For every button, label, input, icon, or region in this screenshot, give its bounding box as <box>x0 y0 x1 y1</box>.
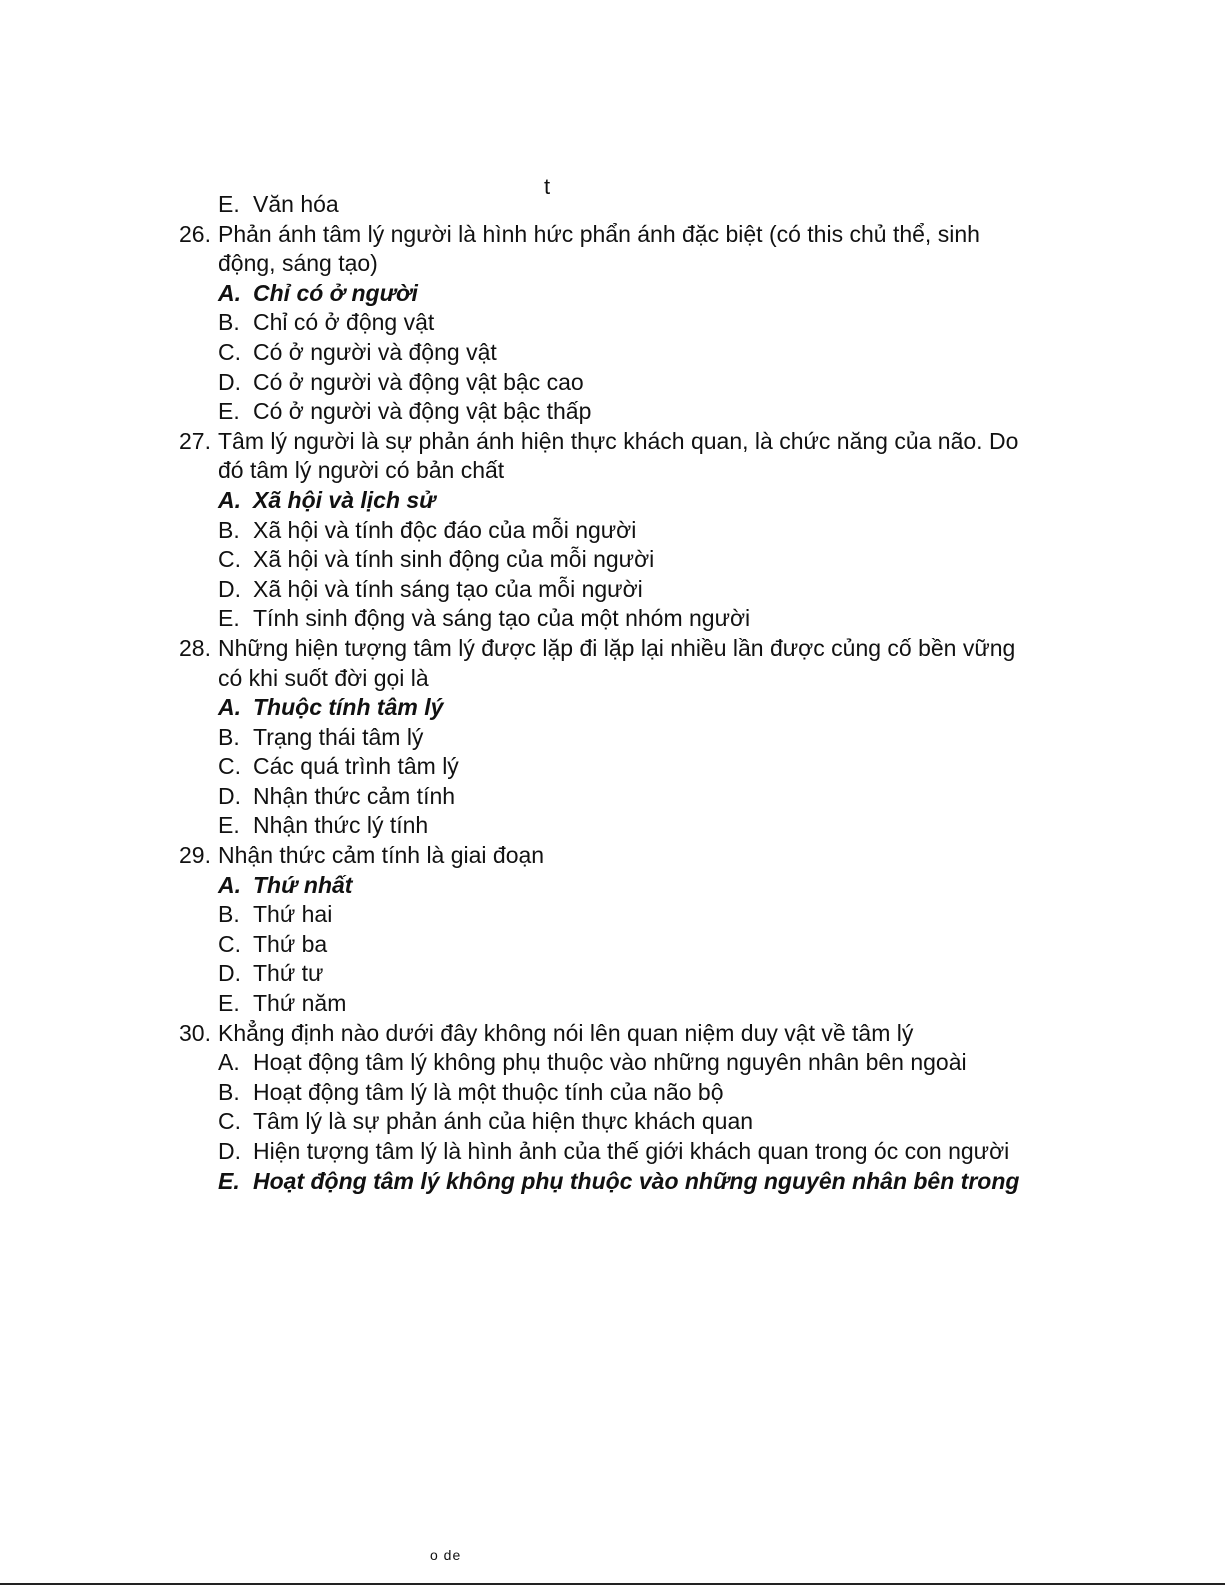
question-text: Phản ánh tâm lý người là hình hức phẩn ánh đặc biệt (có this chủ thể, sinh <box>218 220 980 247</box>
option-text: Chỉ có ở động vật <box>253 309 435 336</box>
option-text: Các quá trình tâm lý <box>253 753 459 780</box>
answer-option <box>0 723 1225 753</box>
question-stem <box>0 1019 1225 1049</box>
footer-mark: o de <box>430 1547 462 1563</box>
question-stem <box>0 841 1225 871</box>
answer-option-correct <box>0 279 1225 309</box>
answer-option <box>0 604 1225 634</box>
question-26 <box>0 220 1225 427</box>
question-number: 29. <box>179 842 211 869</box>
option-text: Thứ ba <box>253 930 328 957</box>
answer-option <box>0 1107 1225 1137</box>
previous-option <box>0 190 1225 220</box>
option-text: Trạng thái tâm lý <box>253 723 424 750</box>
answer-option <box>0 1137 1225 1167</box>
option-text: Thứ nhất <box>253 871 353 898</box>
answer-option <box>0 397 1225 427</box>
question-text: Tâm lý người là sự phản ánh hiện thực khách quan, là chức năng của não. Do <box>218 427 1019 454</box>
question-stem-continued <box>0 249 1225 279</box>
option-text: Xã hội và tính độc đáo của mỗi người <box>253 516 637 543</box>
question-stem <box>0 220 1225 250</box>
option-letter: A. <box>218 871 241 898</box>
question-text: Những hiện tượng tâm lý được lặp đi lặp lại nhiều lần được củng cố bền vững <box>218 634 1016 661</box>
option-letter: B. <box>218 901 240 928</box>
option-text: Xã hội và tính sinh động của mỗi người <box>253 546 655 573</box>
option-text: Thứ tư <box>253 960 324 987</box>
header-mark: t <box>544 174 551 199</box>
answer-option-correct <box>0 693 1225 723</box>
option-text: Xã hội và tính sáng tạo của mỗi người <box>253 575 643 602</box>
question-30 <box>0 1019 1225 1197</box>
option-letter: D. <box>218 575 241 602</box>
answer-option <box>0 575 1225 605</box>
question-27 <box>0 427 1225 634</box>
option-text: Hiện tượng tâm lý là hình ảnh của thế giới khách quan trong óc con người <box>253 1138 1010 1164</box>
answer-option <box>0 959 1225 989</box>
option-letter: C. <box>218 930 241 957</box>
option-letter: E. <box>218 990 240 1017</box>
answer-option <box>0 811 1225 841</box>
option-letter: A. <box>218 694 241 721</box>
option-letter: D. <box>218 960 241 987</box>
option-letter: C. <box>218 338 241 365</box>
option-letter: B. <box>218 723 240 750</box>
option-letter: E. <box>218 191 240 217</box>
option-letter: C. <box>218 1108 241 1135</box>
question-stem-continued <box>0 664 1225 694</box>
answer-option <box>0 516 1225 546</box>
option-text: Thứ hai <box>253 901 333 928</box>
question-number: 26. <box>179 220 211 247</box>
option-text: Chỉ có ở người <box>253 279 418 306</box>
answer-option <box>0 930 1225 960</box>
question-stem <box>0 634 1225 664</box>
option-letter: C. <box>218 753 241 780</box>
option-text: Có ở người và động vật bậc thấp <box>253 398 592 425</box>
answer-option <box>0 782 1225 812</box>
option-letter: E. <box>218 812 240 839</box>
option-text: Có ở người và động vật bậc cao <box>253 368 584 395</box>
question-text: đó tâm lý người có bản chất <box>218 457 505 484</box>
option-text: Hoạt động tâm lý không phụ thuộc vào những nguyên nhân bên ngoài <box>253 1049 967 1076</box>
questions-container <box>0 220 1225 1197</box>
question-number: 30. <box>179 1019 211 1046</box>
answer-option <box>0 338 1225 368</box>
option-letter: A. <box>218 486 241 513</box>
answer-option <box>0 545 1225 575</box>
option-text: Xã hội và lịch sử <box>253 486 436 513</box>
answer-option <box>0 1078 1225 1108</box>
option-text: Thuộc tính tâm lý <box>253 694 444 721</box>
answer-option-correct <box>0 871 1225 901</box>
answer-option <box>0 752 1225 782</box>
option-text: Hoạt động tâm lý không phụ thuộc vào những nguyên nhân bên trong <box>253 1167 1020 1194</box>
question-28 <box>0 634 1225 841</box>
option-letter: B. <box>218 1078 240 1105</box>
question-text: Nhận thức cảm tính là giai đoạn <box>218 842 545 869</box>
answer-option <box>0 900 1225 930</box>
question-29 <box>0 841 1225 1019</box>
question-stem <box>0 427 1225 457</box>
question-text: có khi suốt đời gọi là <box>218 664 429 691</box>
option-text: Có ở người và động vật <box>253 338 497 365</box>
question-number: 28. <box>179 634 211 661</box>
question-number: 27. <box>179 427 211 454</box>
option-text: Văn hóa <box>253 191 339 217</box>
option-text: Hoạt động tâm lý là một thuộc tính của não bộ <box>253 1078 724 1105</box>
option-letter: D. <box>218 1138 241 1164</box>
answer-option-correct <box>0 486 1225 516</box>
option-letter: E. <box>218 605 240 632</box>
option-text: Thứ năm <box>253 990 347 1017</box>
question-list <box>0 190 1225 1196</box>
answer-option <box>0 989 1225 1019</box>
option-text: Tâm lý là sự phản ánh của hiện thực khách quan <box>253 1108 754 1135</box>
option-text: Nhận thức cảm tính <box>253 782 456 809</box>
answer-option <box>0 368 1225 398</box>
answer-option-correct <box>0 1167 1225 1197</box>
option-letter: B. <box>218 516 240 543</box>
question-stem-continued <box>0 456 1225 486</box>
option-letter: A. <box>218 1049 240 1076</box>
option-text: Nhận thức lý tính <box>253 812 429 839</box>
option-letter: A. <box>218 279 241 306</box>
answer-option <box>0 308 1225 338</box>
answer-option <box>0 1048 1225 1078</box>
option-letter: D. <box>218 782 241 809</box>
option-letter: B. <box>218 309 240 336</box>
option-letter: C. <box>218 546 241 573</box>
question-text: động, sáng tạo) <box>218 250 378 277</box>
option-text: Tính sinh động và sáng tạo của một nhóm người <box>253 605 751 632</box>
question-text: Khẳng định nào dưới đây không nói lên quan niệm duy vật về tâm lý <box>218 1019 914 1046</box>
option-letter: E. <box>218 1167 240 1194</box>
option-letter: E. <box>218 398 240 425</box>
option-letter: D. <box>218 368 241 395</box>
